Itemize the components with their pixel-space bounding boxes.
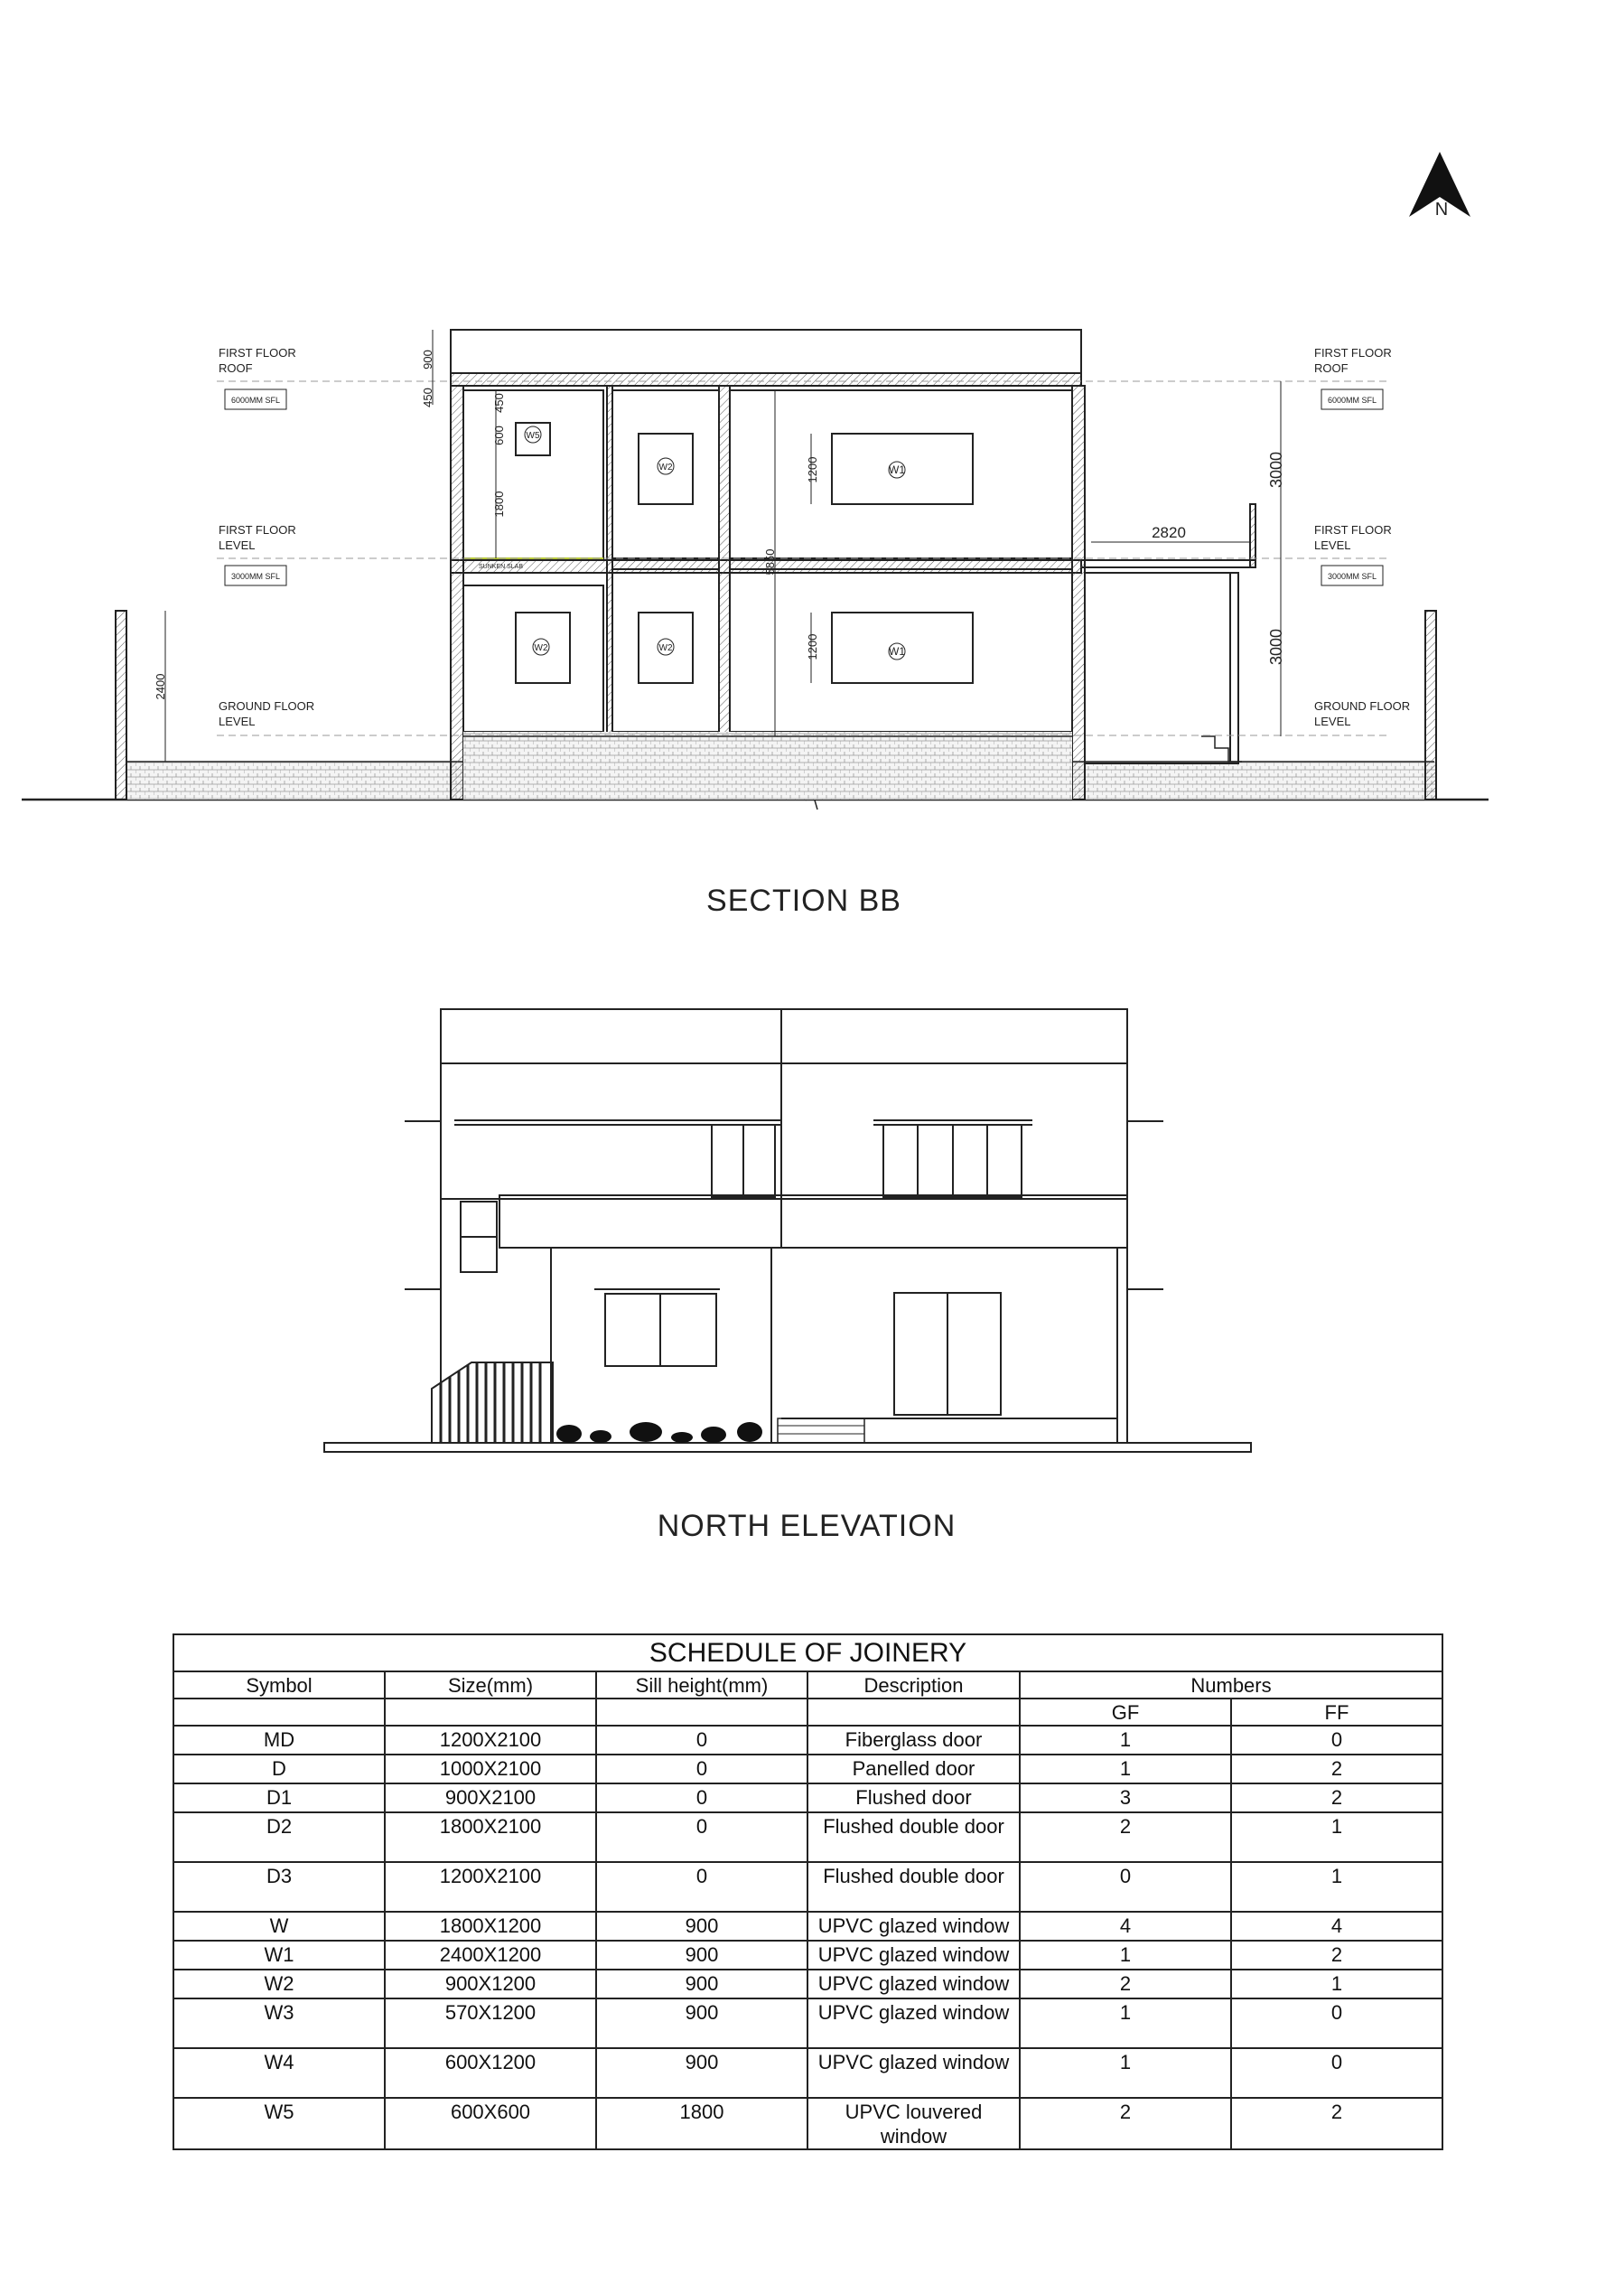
dimension-label: 2400 — [154, 673, 167, 700]
section-level-labels-left — [219, 346, 314, 728]
north-elevation-drawing — [324, 1009, 1251, 1452]
cell-sill: 900 — [596, 1970, 807, 1998]
cell-description: Panelled door — [807, 1755, 1020, 1783]
cell-gf: 1 — [1020, 1998, 1231, 2048]
cell-sill: 900 — [596, 2048, 807, 2098]
dimension-label: 1200 — [806, 633, 819, 660]
cell-ff: 0 — [1231, 1998, 1442, 2048]
cell-ff: 1 — [1231, 1970, 1442, 1998]
header-description: Description — [807, 1671, 1020, 1699]
cell-size: 1800X1200 — [385, 1912, 596, 1941]
cell-gf: 0 — [1020, 1862, 1231, 1912]
cell-size: 1000X2100 — [385, 1755, 596, 1783]
cell-sill: 0 — [596, 1862, 807, 1912]
header-gf: GF — [1020, 1699, 1231, 1726]
cell-symbol: MD — [173, 1726, 385, 1755]
cell-symbol: W4 — [173, 2048, 385, 2098]
level-label: GROUND FLOOR — [219, 699, 315, 713]
cell-size: 600X1200 — [385, 2048, 596, 2098]
cell-gf: 3 — [1020, 1783, 1231, 1812]
table-row — [173, 1812, 1442, 1862]
empty-cell — [173, 1699, 385, 1726]
header-size: Size(mm) — [385, 1671, 596, 1699]
cell-ff: 0 — [1231, 1726, 1442, 1755]
cell-description: Flushed door — [807, 1783, 1020, 1812]
level-label: FIRST FLOOR — [219, 523, 296, 537]
window-tag: W1 — [889, 645, 905, 658]
cell-symbol: W1 — [173, 1941, 385, 1970]
cell-ff: 1 — [1231, 1812, 1442, 1862]
table-header-row — [173, 1671, 1442, 1699]
table-subheader-row — [173, 1699, 1442, 1726]
level-label: LEVEL — [219, 715, 256, 728]
cell-sill: 0 — [596, 1755, 807, 1783]
schedule-title: SCHEDULE OF JOINERY — [173, 1634, 1442, 1671]
dimension-label: 2820 — [1152, 524, 1186, 541]
dimension-label: 900 — [421, 350, 434, 370]
cell-symbol: W5 — [173, 2098, 385, 2149]
level-label: GROUND FLOOR — [1314, 699, 1411, 713]
dimension-label: 600 — [492, 426, 506, 445]
level-tag: 6000MM SFL — [1327, 396, 1377, 405]
cell-symbol: D — [173, 1755, 385, 1783]
section-bb-title: SECTION BB — [706, 884, 901, 918]
cell-description: UPVC glazed window — [807, 1941, 1020, 1970]
header-numbers: Numbers — [1020, 1671, 1442, 1699]
level-label: FIRST FLOOR — [1314, 523, 1392, 537]
window-tag: W2 — [658, 463, 673, 473]
table-caption-row — [173, 1634, 1442, 1671]
north-arrow-icon — [1409, 152, 1470, 220]
cell-gf: 1 — [1020, 2048, 1231, 2098]
cell-sill: 900 — [596, 1941, 807, 1970]
cell-ff: 2 — [1231, 2098, 1442, 2149]
level-label: FIRST FLOOR — [219, 346, 296, 360]
level-label: FIRST FLOOR — [1314, 346, 1392, 360]
section-level-labels-right — [1314, 346, 1410, 728]
cell-sill: 900 — [596, 1998, 807, 2048]
cell-size: 1800X2100 — [385, 1812, 596, 1862]
cell-sill: 0 — [596, 1783, 807, 1812]
window-tag: W2 — [534, 643, 548, 653]
cell-ff: 1 — [1231, 1862, 1442, 1912]
cell-description: Fiberglass door — [807, 1726, 1020, 1755]
table-row — [173, 2048, 1442, 2098]
level-label: LEVEL — [219, 538, 256, 552]
cell-description: UPVC glazed window — [807, 2048, 1020, 2098]
cell-symbol: W2 — [173, 1970, 385, 1998]
schedule-body — [173, 1726, 1442, 2149]
cell-size: 2400X1200 — [385, 1941, 596, 1970]
cell-description: UPVC louvered window — [807, 2098, 1020, 2149]
cell-sill: 1800 — [596, 2098, 807, 2149]
dimension-label: 3000 — [1267, 451, 1285, 489]
cell-gf: 1 — [1020, 1755, 1231, 1783]
cell-size: 1200X2100 — [385, 1726, 596, 1755]
cell-symbol: D1 — [173, 1783, 385, 1812]
cell-symbol: D3 — [173, 1862, 385, 1912]
cell-size: 600X600 — [385, 2098, 596, 2149]
cell-description: Flushed double door — [807, 1862, 1020, 1912]
cell-ff: 4 — [1231, 1912, 1442, 1941]
empty-cell — [807, 1699, 1020, 1726]
cell-size: 900X2100 — [385, 1783, 596, 1812]
cell-description: Flushed double door — [807, 1812, 1020, 1862]
cell-gf: 2 — [1020, 2098, 1231, 2149]
cell-description: UPVC glazed window — [807, 1998, 1020, 2048]
north-elevation-title: NORTH ELEVATION — [657, 1509, 957, 1543]
empty-cell — [385, 1699, 596, 1726]
joinery-schedule-table — [173, 1633, 1443, 2150]
table-row — [173, 1862, 1442, 1912]
level-tag: 3000MM SFL — [230, 572, 281, 581]
level-label: ROOF — [1314, 361, 1349, 375]
header-ff: FF — [1231, 1699, 1442, 1726]
empty-cell — [596, 1699, 807, 1726]
window-tag: W2 — [658, 643, 673, 653]
cell-ff: 0 — [1231, 2048, 1442, 2098]
table-row — [173, 1726, 1442, 1755]
cell-gf: 2 — [1020, 1970, 1231, 1998]
window-tag: W5 — [526, 431, 540, 441]
cell-description: UPVC glazed window — [807, 1970, 1020, 1998]
cell-ff: 2 — [1231, 1941, 1442, 1970]
cell-gf: 4 — [1020, 1912, 1231, 1941]
cell-size: 900X1200 — [385, 1970, 596, 1998]
cell-gf: 1 — [1020, 1726, 1231, 1755]
cell-size: 570X1200 — [385, 1998, 596, 2048]
dimension-label: 1200 — [806, 456, 819, 483]
level-tag: 3000MM SFL — [1327, 572, 1377, 581]
cell-gf: 1 — [1020, 1941, 1231, 1970]
table-row — [173, 1912, 1442, 1941]
level-label: ROOF — [219, 361, 253, 375]
cell-sill: 0 — [596, 1726, 807, 1755]
dimension-label: 3000 — [1267, 628, 1285, 666]
table-row — [173, 1998, 1442, 2048]
cell-symbol: W — [173, 1912, 385, 1941]
cell-ff: 2 — [1231, 1783, 1442, 1812]
table-row — [173, 1755, 1442, 1783]
cell-ff: 2 — [1231, 1755, 1442, 1783]
cell-size: 1200X2100 — [385, 1862, 596, 1912]
cell-sill: 0 — [596, 1812, 807, 1862]
window-tag: W1 — [889, 463, 905, 476]
sunken-slab-note: SUNKEN SLAB — [479, 564, 524, 570]
table-row — [173, 1783, 1442, 1812]
header-symbol: Symbol — [173, 1671, 385, 1699]
level-label: LEVEL — [1314, 538, 1351, 552]
dimension-label: 1800 — [492, 491, 506, 518]
shrub-icon — [556, 1422, 762, 1443]
cell-sill: 900 — [596, 1912, 807, 1941]
dimension-label: 5850 — [763, 548, 777, 576]
north-label: N — [1434, 200, 1449, 220]
cell-description: UPVC glazed window — [807, 1912, 1020, 1941]
dimension-label: 450 — [421, 388, 434, 407]
table-row — [173, 1970, 1442, 1998]
level-tag: 6000MM SFL — [230, 396, 281, 405]
table-row — [173, 1941, 1442, 1970]
dimension-label: 450 — [492, 393, 506, 413]
level-label: LEVEL — [1314, 715, 1351, 728]
header-sill: Sill height(mm) — [596, 1671, 807, 1699]
cell-symbol: D2 — [173, 1812, 385, 1862]
table-row — [173, 2098, 1442, 2149]
cell-symbol: W3 — [173, 1998, 385, 2048]
section-window-tags — [527, 431, 906, 658]
cell-gf: 2 — [1020, 1812, 1231, 1862]
